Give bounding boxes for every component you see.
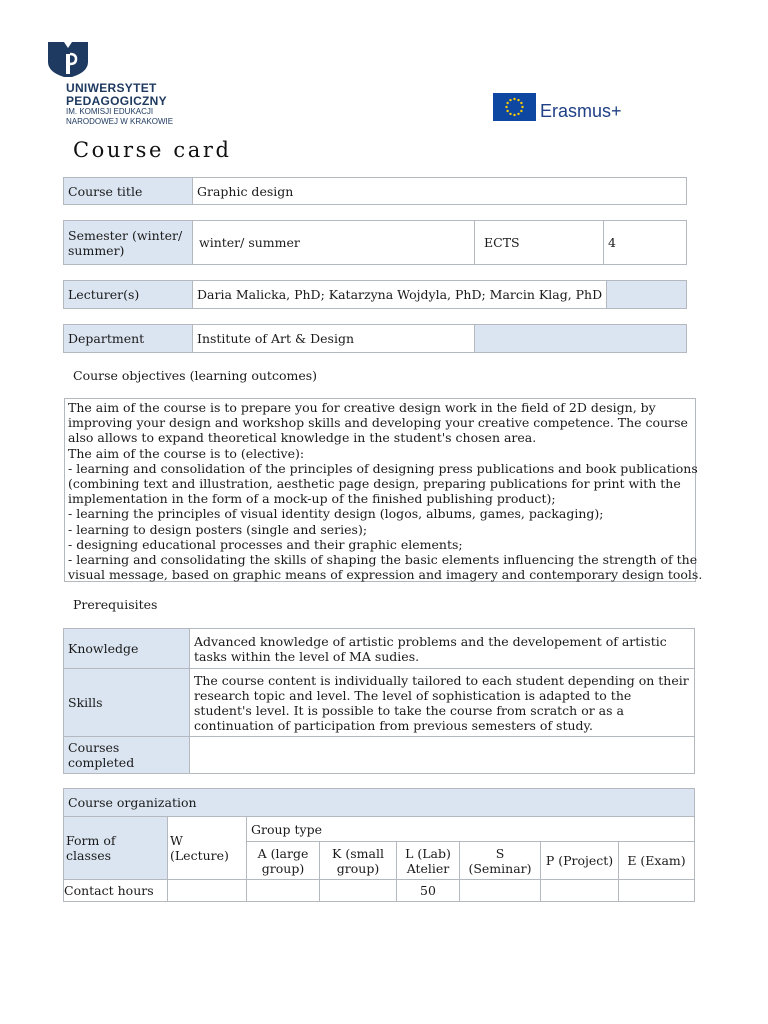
course-title-table — [63, 177, 687, 205]
eu-flag-icon — [493, 93, 536, 121]
group-col-p: P (Project) — [541, 842, 619, 880]
group-col-e: E (Exam) — [619, 842, 695, 880]
knowledge-label: Knowledge — [64, 629, 190, 669]
university-name-line2: PEDAGOGICZNY — [66, 93, 167, 108]
lecturers-table — [63, 280, 687, 309]
contact-hours-e — [619, 880, 695, 902]
university-name-line4: NARODOWEJ W KRAKOWIE — [66, 116, 174, 126]
objectives-line: The aim of the course is to (elective): — [68, 445, 305, 461]
objectives-line: implementation in the form of a mock-up of the finished publishing product); — [68, 491, 556, 507]
group-type-label: Group type — [247, 817, 695, 842]
organization-table — [63, 788, 695, 902]
department-extra-cell — [475, 325, 687, 353]
semester-value: winter/ summer — [193, 221, 475, 265]
ects-label: ECTS — [475, 221, 604, 265]
contact-hours-a — [247, 880, 320, 902]
group-col-l: L (Lab) Atelier — [397, 842, 460, 880]
semester-label: Semester (winter/ summer) — [64, 221, 193, 265]
objectives-line: (combining text and illustration, aesthetic page design, preparing publications for print with the — [68, 476, 681, 492]
w-lecture-label: W (Lecture) — [168, 817, 247, 880]
lecturers-value: Daria Malicka, PhD; Katarzyna Wojdyla, PhD; Marcin Klag, PhD — [193, 281, 607, 309]
contact-hours-label: Contact hours — [64, 880, 168, 902]
objectives-line: also allows to expand theoretical knowledge in the student's chosen area. — [68, 430, 537, 446]
department-value: Institute of Art & Design — [193, 325, 475, 353]
contact-hours-l: 50 — [397, 880, 460, 902]
contact-hours-k — [320, 880, 397, 902]
university-name-line3: IM. KOMISJI EDUKACJI — [66, 107, 154, 117]
form-of-classes-label: Form of classes — [64, 817, 168, 880]
skills-label: Skills — [64, 669, 190, 737]
skills-value: The course content is individually tailored to each student depending on their research topic and level. The level of sophistication is adapted to the student's level. It is possible to take the course from scratch or as a continuation of participation from previous semesters of study. — [190, 669, 695, 737]
courses-completed-label: Courses completed — [64, 737, 190, 774]
objectives-line: - learning and consolidation of the principles of designing press publications and book publications — [68, 460, 698, 476]
group-col-k: K (small group) — [320, 842, 397, 880]
contact-hours-w — [168, 880, 247, 902]
department-table — [63, 324, 687, 353]
ects-value: 4 — [604, 221, 687, 265]
course-title-value: Graphic design — [193, 178, 687, 205]
course-title-label: Course title — [64, 178, 193, 205]
objectives-line: - learning and consolidating the skills of shaping the basic elements influencing the strength of the — [68, 552, 698, 568]
semester-table — [63, 220, 687, 265]
objectives-line: visual message, based on graphic means of expression and imagery and contemporary design tools. — [68, 567, 703, 583]
objectives-line: - learning the principles of visual identity design (logos, albums, games, packaging); — [68, 506, 604, 522]
university-name-line1: UNIWERSYTET — [66, 81, 157, 95]
knowledge-value: Advanced knowledge of artistic problems and the developement of artistic tasks within the level of MA sudies. — [190, 629, 695, 669]
erasmus-logo-text: Erasmus+ — [540, 101, 622, 121]
lecturers-label: Lecturer(s) — [64, 281, 193, 309]
objectives-line: - designing educational processes and their graphic elements; — [68, 536, 463, 552]
objectives-line: improving your design and workshop skills and developing your creative competence. The course — [68, 415, 688, 431]
prerequisites-heading: Prerequisites — [73, 597, 158, 612]
contact-hours-p — [541, 880, 619, 902]
objectives-line: - learning to design posters (single and series); — [68, 521, 368, 537]
courses-completed-value — [190, 737, 695, 774]
university-name — [66, 82, 173, 126]
prerequisites-table — [63, 628, 695, 774]
objectives-box — [64, 398, 703, 583]
lecturers-extra-cell — [607, 281, 687, 309]
contact-hours-s — [460, 880, 541, 902]
organization-heading: Course organization — [64, 789, 695, 817]
group-col-a: A (large group) — [247, 842, 320, 880]
department-label: Department — [64, 325, 193, 353]
university-logo-icon — [46, 40, 90, 78]
objectives-heading: Course objectives (learning outcomes) — [73, 368, 318, 383]
objectives-line: The aim of the course is to prepare you for creative design work in the field of 2D design, by — [68, 400, 656, 415]
group-col-s: S (Seminar) — [460, 842, 541, 880]
page-title: Course card — [73, 138, 232, 162]
